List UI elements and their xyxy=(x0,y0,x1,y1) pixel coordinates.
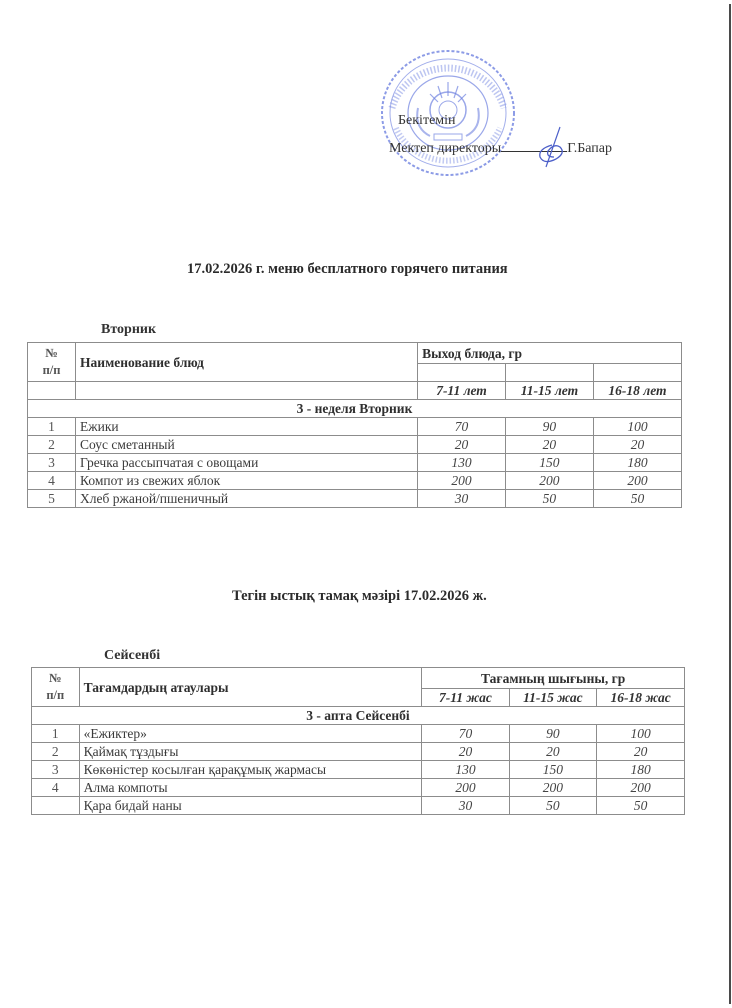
row-num: 5 xyxy=(28,490,76,508)
table-row xyxy=(28,436,682,454)
dish-name: Хлеб ржаной/пшеничный xyxy=(76,490,418,508)
age-header: 11-15 жас xyxy=(509,689,597,707)
portion-value: 90 xyxy=(505,418,593,436)
portion-value: 150 xyxy=(509,761,597,779)
portion-value: 70 xyxy=(418,418,506,436)
signature-icon xyxy=(530,123,578,171)
name-header: Наименование блюд xyxy=(76,343,418,382)
portion-value: 20 xyxy=(422,743,509,761)
menu-title-kz: Тегін ыстық тамақ мәзірі 17.02.2026 ж. xyxy=(232,588,487,604)
week-row xyxy=(32,707,685,725)
table-row xyxy=(28,490,682,508)
director-approval-line xyxy=(389,139,612,157)
week-label: 3 - апта Сейсенбі xyxy=(32,707,685,725)
portion-value: 50 xyxy=(593,490,681,508)
dish-name: Қара бидай наны xyxy=(79,797,422,815)
row-num: 2 xyxy=(28,436,76,454)
dish-name: Қаймақ тұздығы xyxy=(79,743,422,761)
table-row xyxy=(32,761,685,779)
yield-header: Выход блюда, гр xyxy=(418,343,682,364)
dish-name: Алма компоты xyxy=(79,779,422,797)
approval-label: Бекітемін xyxy=(398,113,456,128)
menu-title-ru: 17.02.2026 г. меню бесплатного горячего питания xyxy=(187,261,508,277)
portion-value: 20 xyxy=(505,436,593,454)
menu-table-kz xyxy=(31,667,685,815)
portion-value: 200 xyxy=(597,779,685,797)
table-header-row xyxy=(28,343,682,364)
menu-table-ru xyxy=(27,342,682,508)
table-row xyxy=(28,418,682,436)
portion-value: 200 xyxy=(593,472,681,490)
dish-name: Гречка рассыпчатая с овощами xyxy=(76,454,418,472)
portion-value: 200 xyxy=(505,472,593,490)
portion-value: 100 xyxy=(593,418,681,436)
age-header: 16-18 жас xyxy=(597,689,685,707)
table-row xyxy=(32,779,685,797)
portion-value: 180 xyxy=(593,454,681,472)
portion-value: 200 xyxy=(418,472,506,490)
age-header-row xyxy=(28,382,682,400)
row-num: 4 xyxy=(32,779,80,797)
dish-name: Ежики xyxy=(76,418,418,436)
row-num xyxy=(32,797,80,815)
portion-value: 50 xyxy=(597,797,685,815)
portion-value: 200 xyxy=(509,779,597,797)
day-label-ru: Вторник xyxy=(101,322,157,337)
age-header: 16-18 лет xyxy=(593,382,681,400)
table-row xyxy=(32,743,685,761)
age-header: 11-15 лет xyxy=(505,382,593,400)
portion-value: 130 xyxy=(422,761,509,779)
portion-value: 180 xyxy=(597,761,685,779)
portion-value: 20 xyxy=(593,436,681,454)
director-name: Г.Бапар xyxy=(567,141,613,156)
row-num: 1 xyxy=(28,418,76,436)
portion-value: 20 xyxy=(418,436,506,454)
week-row xyxy=(28,400,682,418)
portion-value: 20 xyxy=(509,743,597,761)
portion-value: 50 xyxy=(509,797,597,815)
table-row xyxy=(28,472,682,490)
table-header-row xyxy=(32,668,685,689)
dish-name: «Ежиктер» xyxy=(79,725,422,743)
dish-name: Көкөністер косылған қарақұмық жармасы xyxy=(79,761,422,779)
portion-value: 130 xyxy=(418,454,506,472)
dish-name: Соус сметанный xyxy=(76,436,418,454)
age-header: 7-11 жас xyxy=(422,689,509,707)
portion-value: 50 xyxy=(505,490,593,508)
portion-value: 90 xyxy=(509,725,597,743)
portion-value: 30 xyxy=(418,490,506,508)
row-num: 3 xyxy=(28,454,76,472)
portion-value: 200 xyxy=(422,779,509,797)
row-num: 2 xyxy=(32,743,80,761)
week-label: 3 - неделя Вторник xyxy=(28,400,682,418)
age-header: 7-11 лет xyxy=(418,382,506,400)
portion-value: 70 xyxy=(422,725,509,743)
num-header: № п/п xyxy=(32,668,80,707)
day-label-kz: Сейсенбі xyxy=(104,648,161,663)
table-row xyxy=(32,797,685,815)
portion-value: 20 xyxy=(597,743,685,761)
portion-value: 30 xyxy=(422,797,509,815)
portion-value: 100 xyxy=(597,725,685,743)
row-num: 4 xyxy=(28,472,76,490)
yield-header: Тағамның шығыны, гр xyxy=(422,668,685,689)
row-num: 3 xyxy=(32,761,80,779)
portion-value: 150 xyxy=(505,454,593,472)
table-row xyxy=(28,454,682,472)
director-title: Мектеп директоры xyxy=(389,141,502,156)
num-header: № п/п xyxy=(28,343,76,382)
table-row xyxy=(32,725,685,743)
row-num: 1 xyxy=(32,725,80,743)
name-header: Тағамдардың атаулары xyxy=(79,668,422,707)
dish-name: Компот из свежих яблок xyxy=(76,472,418,490)
scan-edge-line xyxy=(729,4,731,1004)
